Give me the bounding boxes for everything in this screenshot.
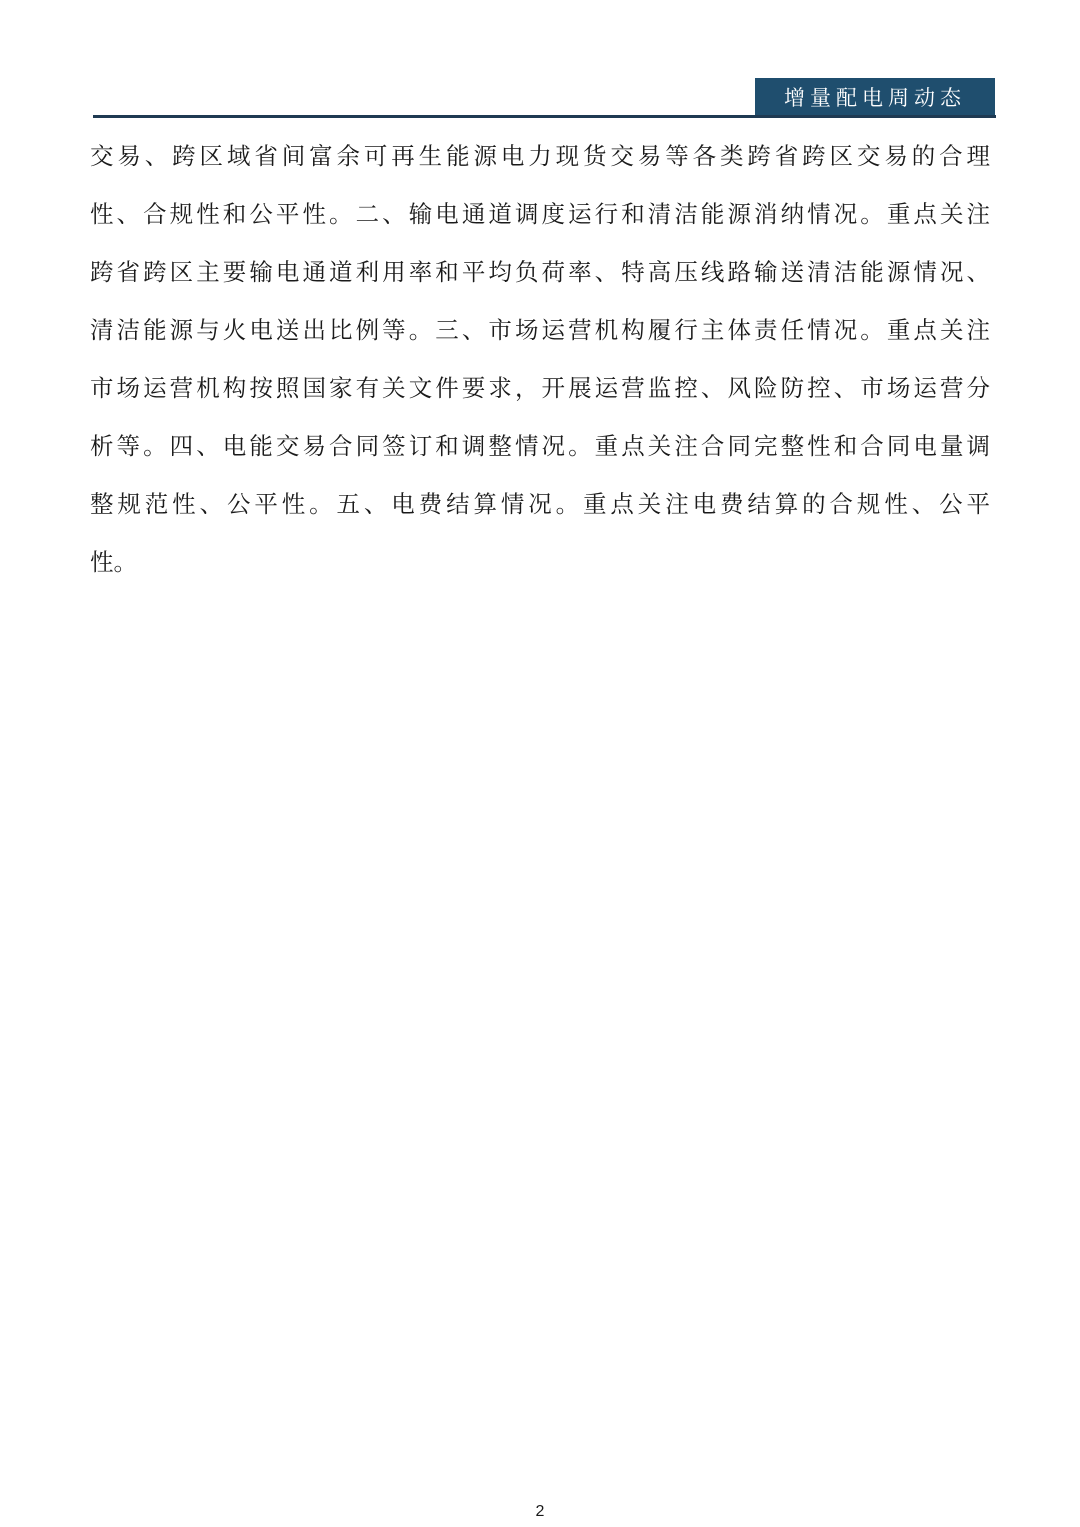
paragraph-line: 市场运营机构按照国家有关文件要求，开展运营监控、风险防控、市场运营分 [90, 374, 990, 402]
page-number: 2 [535, 1503, 545, 1520]
paragraph-line: 析等。四、电能交易合同签订和调整情况。重点关注合同完整性和合同电量调 [90, 432, 990, 460]
section-title-badge [755, 78, 995, 116]
body-paragraph [90, 127, 990, 591]
section-title: 增量配电周动态 [784, 86, 966, 110]
paragraph-line: 整规范性、公平性。五、电费结算情况。重点关注电费结算的合规性、公平 [90, 490, 990, 518]
paragraph-line: 跨省跨区主要输电通道利用率和平均负荷率、特高压线路输送清洁能源情况、 [90, 258, 990, 286]
paragraph-line: 交易、跨区域省间富余可再生能源电力现货交易等各类跨省跨区交易的合理 [90, 142, 990, 170]
paragraph-line: 清洁能源与火电送出比例等。三、市场运营机构履行主体责任情况。重点关注 [90, 316, 990, 344]
paragraph-line: 性。 [90, 548, 137, 576]
header-divider [93, 115, 996, 118]
paragraph-line: 性、合规性和公平性。二、输电通道调度运行和清洁能源消纳情况。重点关注 [90, 200, 990, 228]
